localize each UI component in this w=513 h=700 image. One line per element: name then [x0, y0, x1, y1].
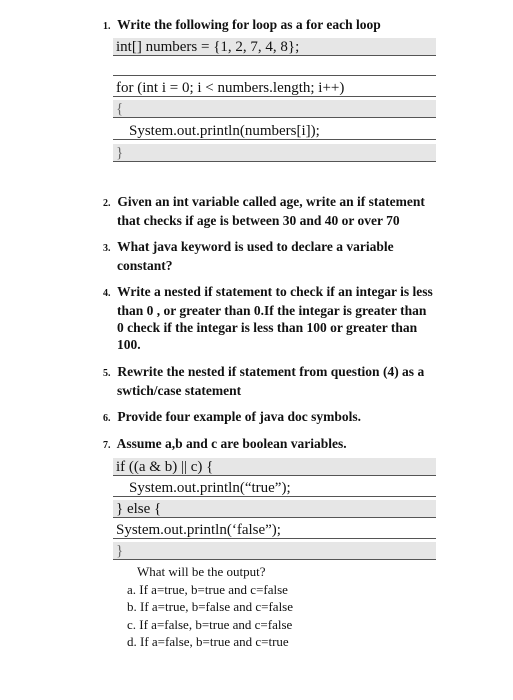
question-number: 1. [103, 21, 111, 32]
options-prompt: What will be the output? [137, 564, 266, 579]
question-text: Provide four example of java doc symbols. [117, 409, 361, 424]
code-line: for (int i = 0; i < numbers.length; i++) [113, 79, 436, 97]
code-line: if ((a & b) || c) { [113, 458, 436, 476]
question-text: Write the following for loop as a for each loop [117, 17, 381, 32]
option-d: d. If a=false, b=true and c=true [127, 634, 289, 649]
code-line-brace: } [113, 542, 436, 560]
question-text-cont: that checks if age is between 30 and 40 or over 70 [117, 213, 400, 228]
question-text-cont: 0 check if the integar is less than 100 or greater than [117, 320, 418, 335]
code-line: } else { [113, 500, 436, 518]
question-text: What java keyword is used to declare a variable [117, 239, 394, 254]
question-3 [103, 238, 394, 274]
code-line: System.out.println(‘false”); [113, 521, 436, 539]
question-number: 7. [103, 440, 111, 451]
question-number: 2. [103, 198, 111, 209]
question-number: 3. [103, 243, 111, 254]
question-1 [103, 16, 381, 35]
question-5 [103, 363, 424, 399]
code-line-blank [113, 58, 436, 76]
question-text-cont: than 0 , or greater than 0.If the integar is greater than [117, 303, 427, 318]
question-text: Write a nested if statement to check if an integar is less [117, 284, 433, 299]
question-text-cont: swtich/case statement [117, 383, 242, 398]
option-b: b. If a=true, b=false and c=false [127, 599, 294, 614]
question-2 [103, 193, 425, 229]
question-4 [103, 283, 433, 353]
code-line: int[] numbers = {1, 2, 7, 4, 8}; [113, 38, 436, 56]
code-line-brace: { [113, 100, 436, 118]
question-number: 6. [103, 413, 111, 424]
option-a: a. If a=true, b=true and c=false [127, 581, 288, 597]
code-line-brace: } [113, 144, 436, 162]
question-text: Assume a,b and c are boolean variables. [116, 436, 347, 451]
question-text: Rewrite the nested if statement from question (4) as a [117, 364, 425, 379]
question-7 [103, 435, 347, 454]
option-c: c. If a=false, b=true and c=false [127, 616, 293, 632]
question-6 [103, 408, 361, 427]
code-line: System.out.println(“true”); [113, 479, 436, 497]
answer-options [127, 563, 293, 651]
question-text-cont: 100. [117, 337, 141, 352]
question-text: Given an int variable called age, write an if statement [117, 194, 425, 209]
question-number: 5. [103, 368, 111, 379]
code-line: System.out.println(numbers[i]); [113, 122, 436, 140]
question-text-cont: constant? [117, 258, 173, 273]
question-number: 4. [103, 288, 111, 299]
